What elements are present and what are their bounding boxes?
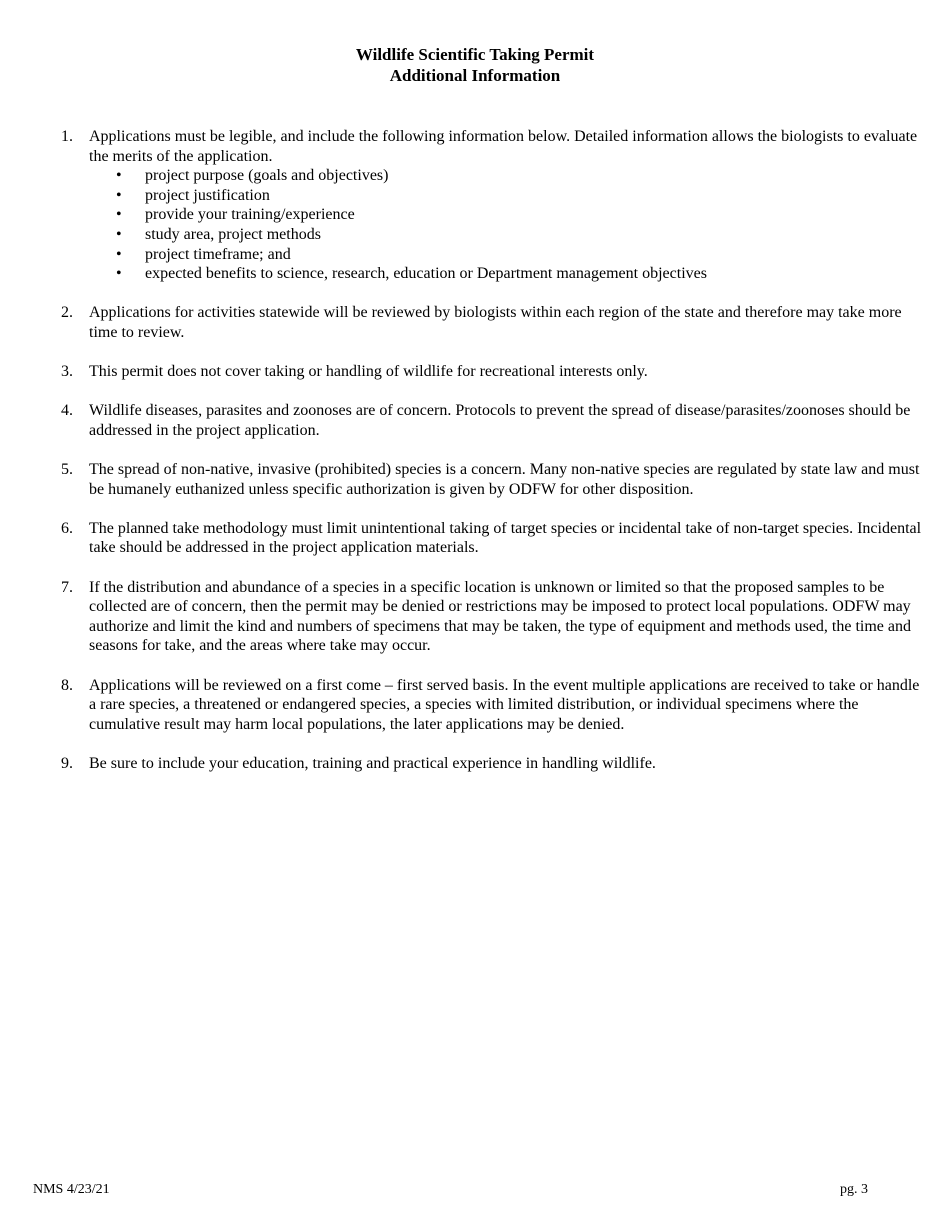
list-item-3 — [0, 362, 950, 382]
list-item-number: 2. — [61, 304, 73, 322]
list-item-8 — [0, 676, 950, 735]
list-item-text: This permit does not cover taking or handling of wildlife for recreational interests only. — [89, 363, 648, 381]
list-item-number: 8. — [61, 676, 73, 694]
requirements-bullet-list — [89, 166, 922, 284]
bullet-icon: • — [116, 206, 122, 224]
bullet-icon: • — [116, 265, 122, 283]
document-title: Wildlife Scientific Taking Permit — [355, 45, 595, 64]
bullet-text: project purpose (goals and objectives) — [145, 167, 389, 185]
list-item-1 — [0, 127, 950, 284]
list-item-9 — [0, 754, 950, 774]
list-item-text: The spread of non-native, invasive (prohibited) species is a concern. Many non-native species are regulated by state law and must be humanely euthanized unless specific authorization is given by ODFW for other disposition. — [89, 461, 920, 498]
information-list — [0, 127, 950, 793]
footer-page-number: pg. 3 — [840, 1182, 868, 1197]
list-item-number: 7. — [61, 578, 73, 596]
bullet-icon: • — [116, 167, 122, 185]
bullet-text: project timeframe; and — [145, 245, 291, 263]
list-item-5 — [0, 460, 950, 499]
footer-revision-code: NMS 4/23/21 — [33, 1182, 110, 1197]
list-item-6 — [0, 519, 950, 558]
list-item-number: 1. — [61, 128, 73, 145]
bullet-text: expected benefits to science, research, education or Department management objectives — [145, 265, 707, 283]
list-item-number: 4. — [61, 402, 73, 420]
list-item-text: Applications will be reviewed on a first come – first served basis. In the event multiple applications are received to take or handle a rare species, a threatened or endangered species, a species with limited distribution, or individual specimens where the cumulative result may harm local populations, the later applications may be denied. — [89, 676, 920, 733]
list-item-text: Applications must be legible, and include the following information below. Detailed information allows the biologists to evaluate the merits of the application. — [89, 128, 918, 165]
document-header — [0, 44, 950, 86]
list-item-text: Wildlife diseases, parasites and zoonoses are of concern. Protocols to prevent the spread of disease/parasites/zoonoses should be addressed in the project application. — [89, 402, 911, 439]
list-item-text: Applications for activities statewide will be reviewed by biologists within each region of the state and therefore may take more time to review. — [89, 304, 902, 341]
bullet-text: provide your training/experience — [145, 206, 355, 224]
bullet-item — [89, 205, 922, 225]
list-item-text: If the distribution and abundance of a species in a specific location is unknown or limited so that the proposed samples to be collected are of concern, then the permit may be denied or restrictions may be imposed to protect local populations. ODFW may authorize and limit the kind and numbers of specimens that may be taken, the type of equipment and methods used, the time and seasons for take, and the areas where take may occur. — [89, 578, 912, 655]
bullet-item — [89, 166, 922, 186]
document-subtitle: Additional Information — [389, 66, 561, 85]
list-item-text: The planned take methodology must limit unintentional taking of target species or incidental take of non-target species. Incidental take should be addressed in the project application materials. — [89, 519, 922, 557]
bullet-item — [89, 245, 922, 265]
list-item-2 — [0, 303, 950, 342]
bullet-text: study area, project methods — [145, 225, 321, 243]
bullet-icon: • — [116, 245, 122, 263]
bullet-item — [89, 186, 922, 206]
bullet-item — [89, 225, 922, 245]
bullet-text: project justification — [145, 186, 270, 204]
bullet-item — [89, 264, 922, 284]
bullet-icon: • — [116, 225, 122, 243]
list-item-number: 6. — [61, 519, 73, 537]
list-item-7 — [0, 578, 950, 656]
list-item-text: Be sure to include your education, training and practical experience in handling wildlife. — [89, 755, 656, 772]
list-item-number: 5. — [61, 461, 73, 479]
list-item-number: 3. — [61, 363, 73, 381]
bullet-icon: • — [116, 186, 122, 204]
list-item-number: 9. — [61, 755, 73, 772]
list-item-4 — [0, 401, 950, 440]
